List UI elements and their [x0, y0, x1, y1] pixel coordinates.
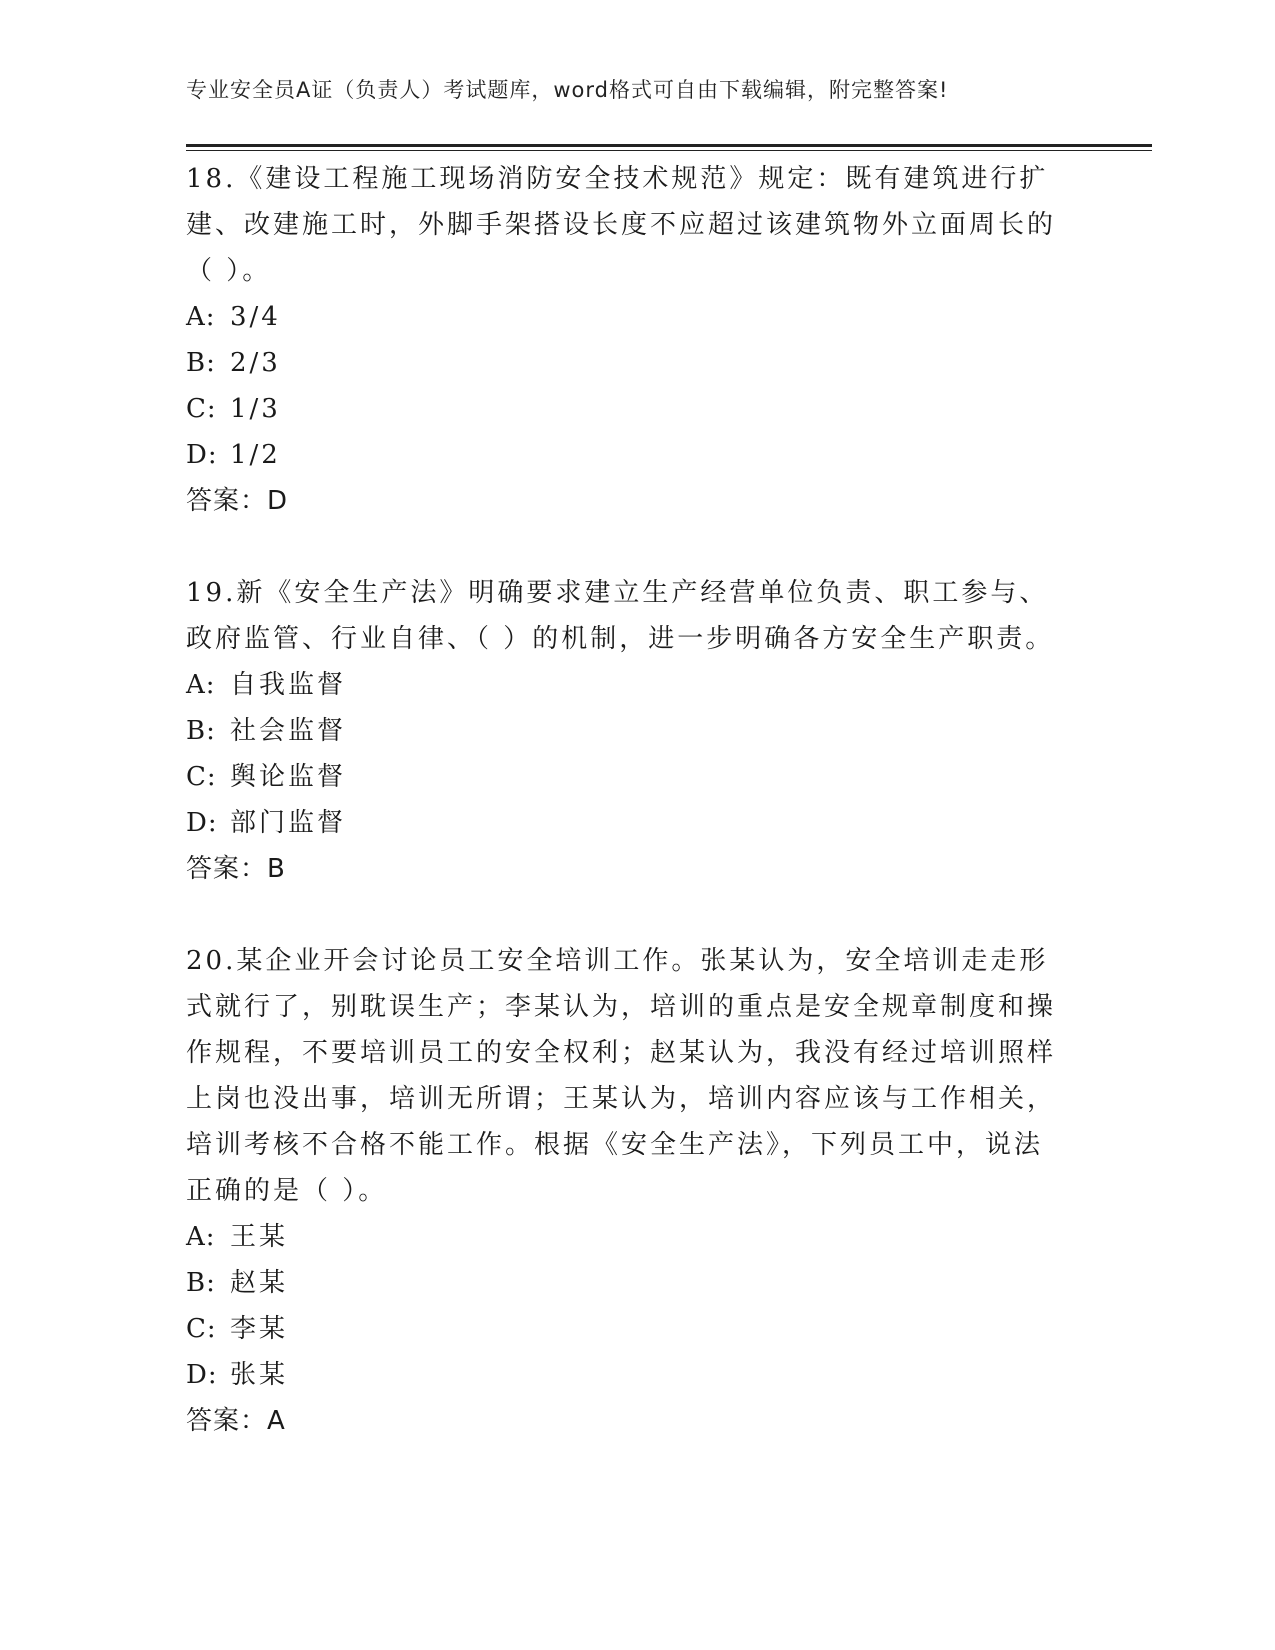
page-header: 专业安全员A证（负责人）考试题库，word格式可自由下载编辑，附完整答案! — [186, 78, 949, 102]
option-label: B: — [186, 348, 216, 378]
option-label: C: — [186, 1314, 217, 1344]
option-b — [186, 340, 1066, 386]
answer-line: 答案：B — [186, 854, 286, 884]
option-a — [186, 294, 1066, 340]
option-label: B: — [186, 716, 216, 746]
answer-line: 答案：A — [186, 1406, 286, 1436]
option-b — [186, 708, 1066, 754]
option-text: 3/4 — [230, 302, 281, 332]
option-text: 社会监督 — [230, 716, 347, 746]
option-label: D: — [186, 808, 218, 838]
option-b — [186, 1260, 1066, 1306]
option-a — [186, 1214, 1066, 1260]
option-text: 李某 — [230, 1314, 289, 1344]
question-20 — [186, 938, 1066, 1444]
option-text: 自我监督 — [230, 670, 347, 700]
question-stem: 20.某企业开会讨论员工安全培训工作。张某认为，安全培训走走形式就行了，别耽误生产；李某认为，培训的重点是安全规章制度和操作规程，不要培训员工的安全权利；赵某认为，我没有经过培训照样上岗也没出事，培训无所谓；王某认为，培训内容应该与工作相关，培训考核不合格不能工作。根据《安全生产法》，下列员工中，说法正确的是（ ）。 — [186, 946, 1057, 1206]
header-divider — [186, 144, 1152, 151]
option-label: C: — [186, 762, 217, 792]
option-label: A: — [186, 670, 216, 700]
option-label: B: — [186, 1268, 216, 1298]
option-text: 2/3 — [230, 348, 281, 378]
option-label: C: — [186, 394, 217, 424]
option-text: 张某 — [230, 1360, 289, 1390]
option-c — [186, 386, 1066, 432]
option-text: 1/2 — [230, 440, 281, 470]
option-text: 王某 — [230, 1222, 289, 1252]
answer-line: 答案：D — [186, 486, 289, 516]
question-stem: 19.新《安全生产法》明确要求建立生产经营单位负责、职工参与、政府监管、行业自律、（ ）的机制，进一步明确各方安全生产职责。 — [186, 578, 1055, 654]
question-list — [186, 156, 1066, 1444]
option-label: D: — [186, 440, 218, 470]
option-c — [186, 1306, 1066, 1352]
option-d — [186, 800, 1066, 846]
question-18 — [186, 156, 1066, 524]
option-label: A: — [186, 1222, 216, 1252]
option-text: 1/3 — [230, 394, 281, 424]
option-text: 赵某 — [230, 1268, 289, 1298]
question-stem: 18.《建设工程施工现场消防安全技术规范》规定：既有建筑进行扩建、改建施工时，外脚手架搭设长度不应超过该建筑物外立面周长的（ ）。 — [186, 164, 1057, 286]
option-label: D: — [186, 1360, 218, 1390]
option-label: A: — [186, 302, 216, 332]
option-a — [186, 662, 1066, 708]
option-d — [186, 1352, 1066, 1398]
question-19 — [186, 570, 1066, 892]
spacer — [186, 524, 1066, 570]
option-d — [186, 432, 1066, 478]
option-text: 部门监督 — [230, 808, 347, 838]
spacer — [186, 892, 1066, 938]
option-text: 舆论监督 — [230, 762, 347, 792]
option-c — [186, 754, 1066, 800]
